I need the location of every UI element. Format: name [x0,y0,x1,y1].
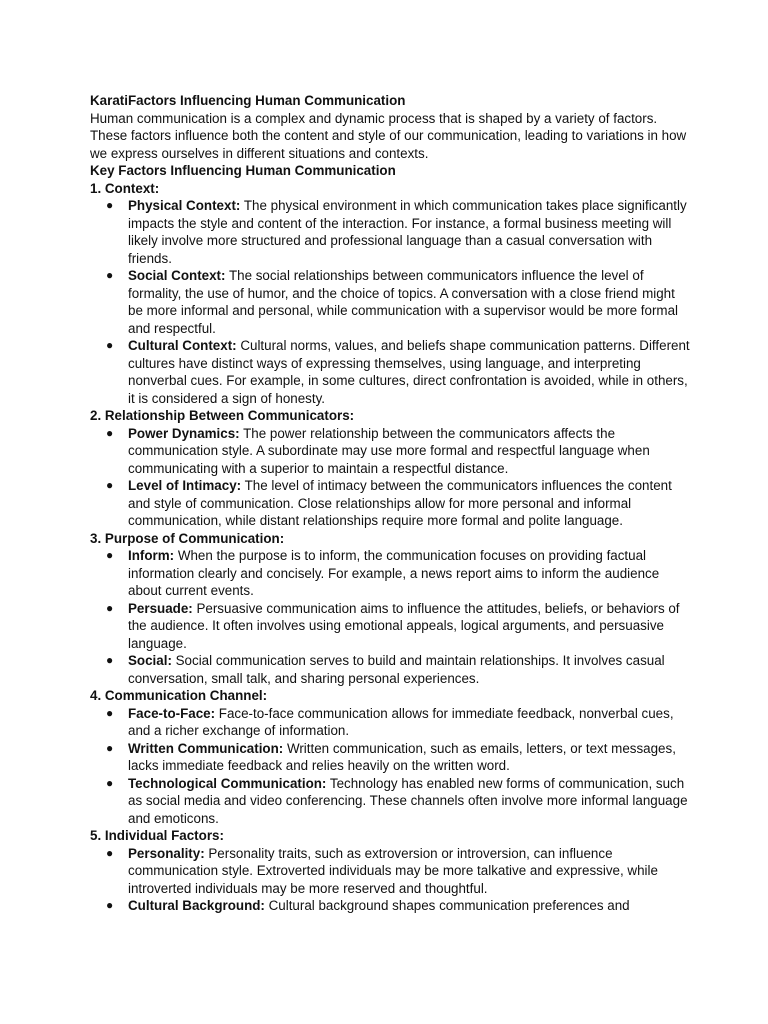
item-term: Face-to-Face: [128,705,216,721]
bullet-icon: ● [106,268,114,282]
item-text: Face-to-face communication allows for immediate feedback, nonverbal cues, and a richer exchange of information. [128,705,674,738]
bullet-icon: ● [106,478,114,492]
bullet-icon: ● [106,653,114,667]
item-term: Personality: [128,845,205,861]
bullet-icon: ● [106,845,114,860]
list-item [90,197,690,267]
bullet-icon: ● [106,775,114,790]
item-term: Cultural Context: [128,338,237,353]
item-text: Personality traits, such as extroversion or introversion, can influence communication style. Extroverted individuals may be more talkative and expressive, while introverted individuals may be more reserved and thoughtful. [128,845,658,896]
purpose-list [90,547,690,687]
list-item [90,775,690,828]
section-heading-channel: 4. Communication Channel: [90,688,268,703]
item-text: The physical environment in which communication takes place significantly impacts the style and content of the interaction. For instance, a formal business meeting will likely involve more structured and professional language than a casual conversation with friends. [128,198,687,266]
section-subtitle: Key Factors Influencing Human Communication [90,163,396,178]
item-text: When the purpose is to inform, the communication focuses on providing factual information clearly and concisely. For example, a news report aims to inform the audience about current events. [128,548,660,598]
item-text: Cultural norms, values, and beliefs shape communication patterns. Different cultures have distinct ways of expressing themselves, using language, and interpreting nonverbal cues. For example, in some cultures, direct confrontation is avoided, while in others, it is considered a sign of honesty. [128,338,690,406]
list-item [90,600,690,653]
item-text: Technology has enabled new forms of communication, such as social media and video conferencing. These channels often involve more informal language and emoticons. [128,775,688,826]
document-title: KaratiFactors Influencing Human Communication [90,93,406,108]
item-term: Technological Communication: [128,775,327,791]
bullet-icon: ● [106,705,114,720]
item-text: Persuasive communication aims to influence the attitudes, beliefs, or behaviors of the audience. It often involves using emotional appeals, logical arguments, and persuasive language. [128,600,680,651]
item-term: Level of Intimacy: [128,478,242,493]
list-item [90,897,690,915]
bullet-icon: ● [106,740,114,755]
intro-paragraph: Human communication is a complex and dynamic process that is shaped by a variety of factors. These factors influence both the content and style of our communication, leading to variations in how we express ourselves in different situations and contexts. [90,110,687,161]
individual-list [90,845,690,915]
item-text: Social communication serves to build and maintain relationships. It involves casual conversation, small talk, and sharing personal experiences. [128,653,665,686]
bullet-icon: ● [106,898,114,912]
list-item [90,267,690,337]
bullet-icon: ● [106,425,114,440]
item-text: Written communication, such as emails, letters, or text messages, lacks immediate feedback and relies heavily on the written word. [128,740,676,773]
item-text: The level of intimacy between the communicators influences the content and style of communication. Close relationships allow for more personal and informal communication, while distant relationships require more formal and polite language. [128,478,672,528]
channel-list [90,705,690,828]
item-text: Cultural background shapes communication preferences and [264,898,630,913]
list-item [90,337,690,407]
item-term: Physical Context: [128,198,241,213]
relationship-list [90,425,690,530]
item-term: Social Context: [128,268,226,283]
list-item [90,652,690,687]
context-list [90,197,690,407]
document-body [90,92,690,915]
bullet-icon: ● [106,548,114,562]
list-item [90,845,690,898]
item-term: Inform: [128,548,175,563]
section-heading-individual: 5. Individual Factors: [90,828,224,843]
section-heading-context: 1. Context: [90,180,160,196]
bullet-icon: ● [106,338,114,352]
item-term: Written Communication: [128,740,284,756]
item-term: Power Dynamics: [128,425,240,441]
list-item [90,547,690,600]
list-item [90,740,690,775]
item-term: Persuade: [128,600,193,616]
section-heading-purpose: 3. Purpose of Communication: [90,530,285,546]
item-text: The social relationships between communicators influence the level of formality, the use of humor, and the choice of topics. A conversation with a close friend might be more informal and personal, while communication with a supervisor would be more formal and respectful. [128,268,679,336]
bullet-icon: ● [106,198,114,212]
bullet-icon: ● [106,600,114,615]
list-item [90,477,690,530]
item-text: The power relationship between the communicators affects the communication style. A subordinate may use more formal and respectful language when communicating with a superior to maintain a respectful distance. [128,425,650,476]
list-item [90,425,690,478]
item-term: Cultural Background: [128,898,265,913]
list-item [90,705,690,740]
item-term: Social: [128,653,172,668]
section-heading-relationship: 2. Relationship Between Communicators: [90,408,355,423]
